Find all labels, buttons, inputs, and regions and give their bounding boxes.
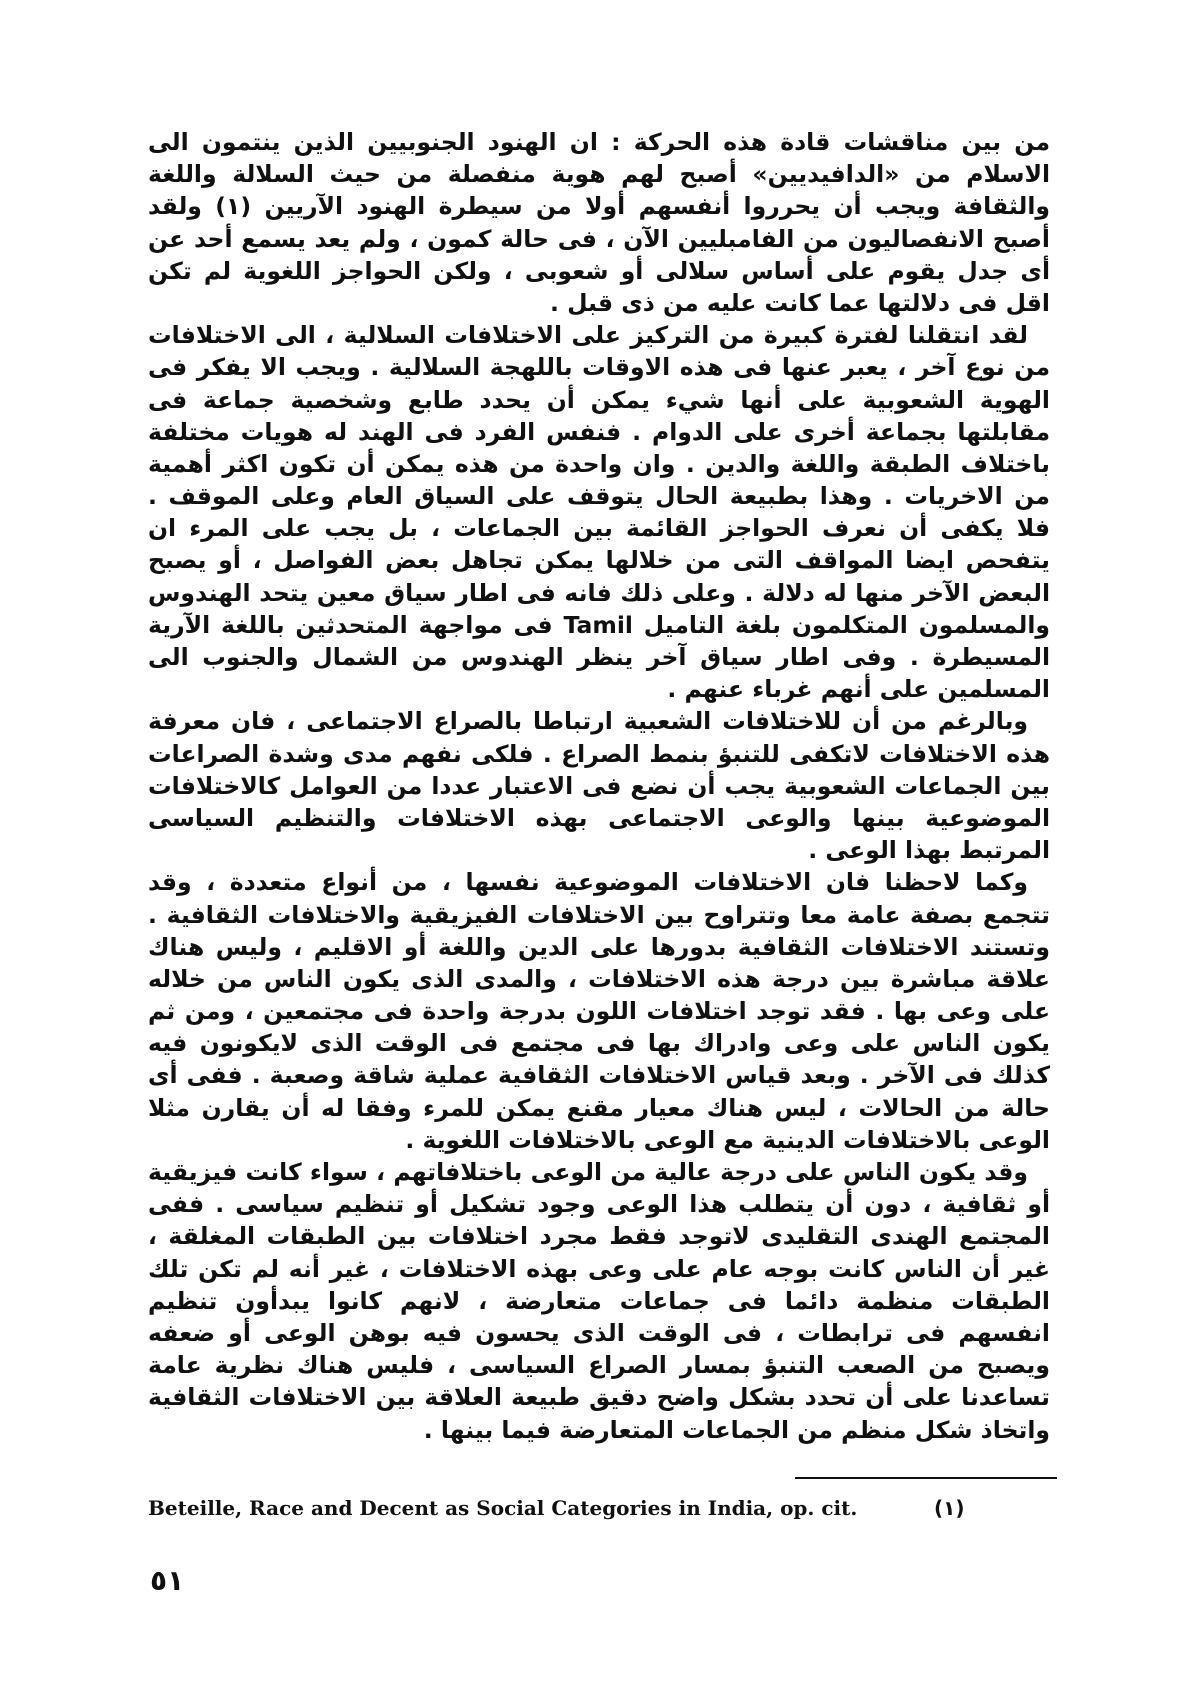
paragraph-1: من بين مناقشات قادة هذه الحركة : ان الهنود الجنوبيين الذين ينتمون الى الاسلام من «الدافيديين» أصبح لهم هوية منفصلة من حيث السلالة واللغة والثقافة ويجب أن يحرروا أنفسهم أولا من سيطرة الهنود الآريين (١) ولقد أصبح الانفصاليون من الفامبليين الآن ، فى حالة كمون ، ولم يعد يسمع أحد عن أى جدل يقوم على أساس سلالى أو شعوبى ، ولكن الحواجز اللغوية لم تكن اقل فى دلالتها عما كانت عليه من ذى قبل .: [148, 128, 1050, 317]
paragraph-4: وكما لاحظنا فان الاختلافات الموضوعية نفسها ، من أنواع متعددة ، وقد تتجمع بصفة عامة معا وتتراوح بين الاختلافات الفيزيقية والاختلافات الثقافية . وتستند الاختلافات الثقافية بدورها على الدين واللغة أو الاقليم ، وليس هناك علاقة مباشرة بين درجة هذه الاختلافات ، والمدى الذى يكون الناس من خلاله على وعى بها . فقد توجد اختلافات اللون بدرجة واحدة فى مجتمعين ، ومن ثم يكون الناس على وعى وادراك بها فى مجتمع فى الوقت الذى لايكونون فيه كذلك فى الآخر . وبعد قياس الاختلافات الثقافية عملية شاقة وصعبة . ففى أى حالة من الحالات ، ليس هناك معيار مقنع يمكن للمرء وفقا له أن يقارن مثلا الوعى بالاختلافات الدينية مع الوعى بالاختلافات اللغوية .: [148, 868, 1050, 1154]
footnote-number: (١): [934, 1496, 965, 1520]
footnote: [148, 1490, 1050, 1526]
paragraph-5: وقد يكون الناس على درجة عالية من الوعى باختلافاتهم ، سواء كانت فيزيقية أو ثقافية ، دون أن يتطلب هذا الوعى وجود تشكيل أو تنظيم سياسى . ففى المجتمع الهندى التقليدى لاتوجد فقط مجرد اختلافات بين الطبقات المغلقة ، غير أن الناس كانت بوجه عام على وعى بهذه الاختلافات ، غير أنه لم تكن تلك الطبقات منظمة دائما فى جماعات متعارضة ، لانهم كانوا يبدأون تنظيم انفسهم فى ترابطات ، فى الوقت الذى يحسون فيه بوهن الوعى أو ضعفه ويصبح من الصعب التنبؤ بمسار الصراع السياسى ، فليس هناك نظرية عامة تساعدنا على أن تحدد بشكل واضح دقيق طبيعة العلاقة بين الاختلافات الثقافية واتخاذ شكل منظم من الجماعات المتعارضة فيما بينها .: [148, 1158, 1050, 1444]
footnote-text: Beteille, Race and Decent as Social Categories in India, op. cit.: [148, 1496, 858, 1520]
page-number: ٥١: [150, 1564, 185, 1597]
paragraph-2: لقد انتقلنا لفترة كبيرة من التركيز على الاختلافات السلالية ، الى الاختلافات من نوع آخر ، يعبر عنها فى هذه الاوقات باللهجة السلالية . ويجب الا يفكر فى الهوية الشعوبية على أنها شيء يمكن أن يحدد طابع وشخصية جماعة فى مقابلتها بجماعة أخرى على الدوام . فنفس الفرد فى الهند له هويات مختلفة باختلاف الطبقة واللغة والدين . وان واحدة من هذه يمكن أن تكون اكثر أهمية من الاخريات . وهذا بطبيعة الحال يتوقف على السياق العام وعلى الموقف . فلا يكفى أن نعرف الحواجز القائمة بين الجماعات ، بل يجب على المرء ان يتفحص ايضا المواقف التى من خلالها يمكن تجاهل بعض الفواصل ، أو يصبح البعض الآخر منها له دلالة . وعلى ذلك فانه فى اطار سياق معين يتحد الهندوس والمسلمون المتكلمون بلغة التاميل Tamil فى مواجهة المتحدثين باللغة الآرية المسيطرة . وفى اطار سياق آخر ينظر الهندوس من الشمال والجنوب الى المسلمين على أنهم غرباء عنهم .: [148, 321, 1050, 704]
footnote-divider: [795, 1477, 1057, 1479]
body-text: [148, 126, 1050, 1446]
paragraph-3: وبالرغم من أن للاختلافات الشعبية ارتباطا بالصراع الاجتماعى ، فان معرفة هذه الاختلافات لاتكفى للتنبؤ بنمط الصراع . فلكى نفهم مدى وشدة الصراعات بين الجماعات الشعوبية يجب أن نضع فى الاعتبار عددا من العوامل كالاختلافات الموضوعية بينها والوعى الاجتماعى بهذه الاختلافات والتنظيم السياسى المرتبط بهذا الوعى .: [148, 707, 1050, 865]
